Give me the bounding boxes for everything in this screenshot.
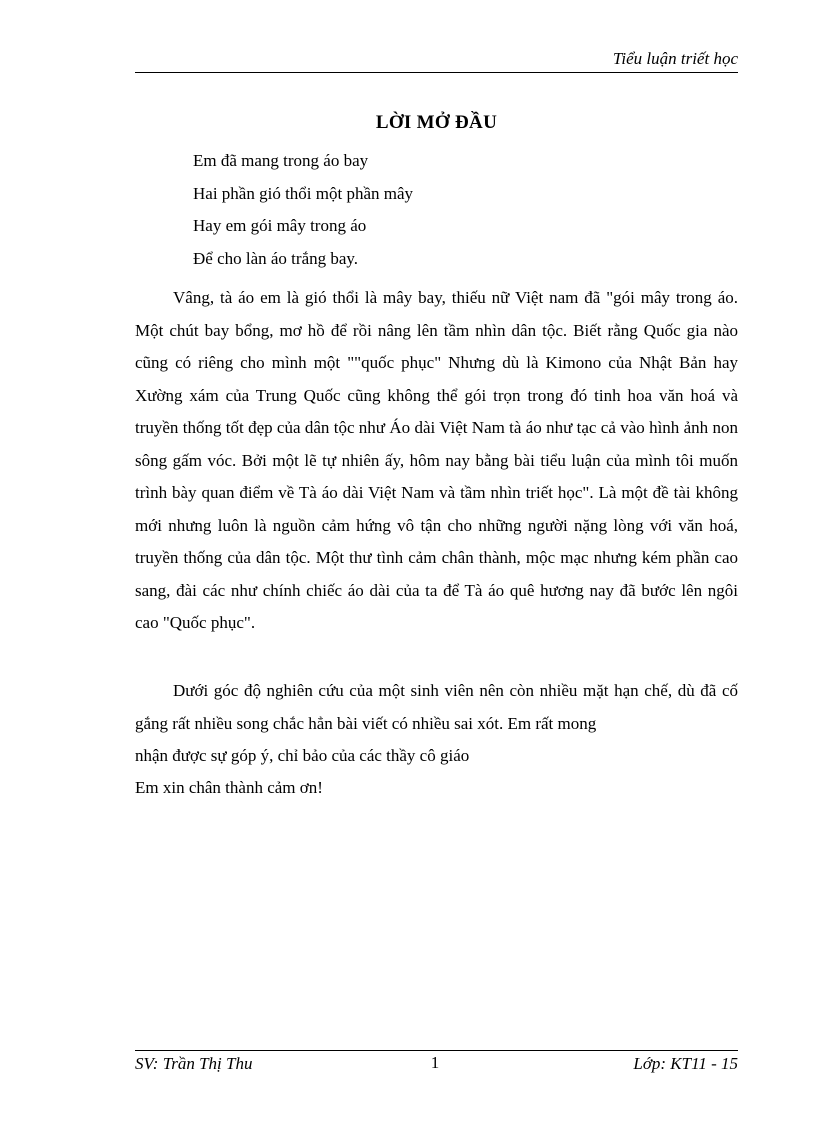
paragraph-acknowledgement-continued: nhận được sự góp ý, chỉ bảo của các thầy cô giáo — [135, 746, 470, 765]
paragraph-acknowledgement: Dưới góc độ nghiên cứu của một sinh viên nên còn nhiều mặt hạn chế, dù đã cố gắng rất nhiều song chắc hẳn bài viết có nhiều sai xót. Em rất mong — [135, 681, 738, 733]
paragraph-thanks: Em xin chân thành cảm ơn! — [135, 778, 323, 797]
poem — [193, 145, 413, 275]
poem-line: Em đã mang trong áo bay — [193, 151, 369, 170]
footer-student-name: SV: Trần Thị Thu — [135, 1054, 253, 1073]
header-divider — [135, 72, 738, 73]
footer-class: Lớp: KT11 - 15 — [633, 1054, 738, 1073]
header-title: Tiểu luận triết học — [612, 49, 738, 68]
page-title: LỜI MỞ ĐẦU — [375, 112, 498, 133]
page-number: 1 — [430, 1053, 440, 1072]
footer-divider — [135, 1050, 738, 1051]
paragraph-intro: Vâng, tà áo em là gió thổi là mây bay, thiếu nữ Việt nam đã "gói mây trong áo. Một chút bay bổng, mơ hồ để rồi nâng lên tầm nhìn dân tộc. Biết rằng Quốc gia nào cũng có riêng cho mình một ""quốc phục" Nhưng dù là Kimono của Nhật Bản hay Xường xám của Trung Quốc cũng không thể gói trọn trong đó tinh hoa văn hoá và truyền thống tốt đẹp của dân tộc như Áo dài Việt Nam tà áo như tạc cả vào hình ảnh non sông gấm vóc. Bởi một lẽ tự nhiên ấy, hôm nay bằng bài tiểu luận của mình tôi muốn trình bày quan điểm về Tà áo dài Việt Nam và tầm nhìn triết học". Là một đề tài không mới nhưng luôn là nguồn cảm hứng vô tận cho những người nặng lòng với văn hoá, truyền thống của dân tộc. Một thư tình cảm chân thành, mộc mạc nhưng kém phần cao sang, đài các như chính chiếc áo dài của ta để Tà áo quê hương nay đã bước lên ngôi cao "Quốc phục". — [135, 288, 738, 632]
poem-line: Hay em gói mây trong áo — [193, 216, 367, 235]
poem-line: Hai phần gió thổi một phần mây — [193, 183, 414, 203]
poem-line: Để cho làn áo trắng bay. — [193, 248, 359, 268]
